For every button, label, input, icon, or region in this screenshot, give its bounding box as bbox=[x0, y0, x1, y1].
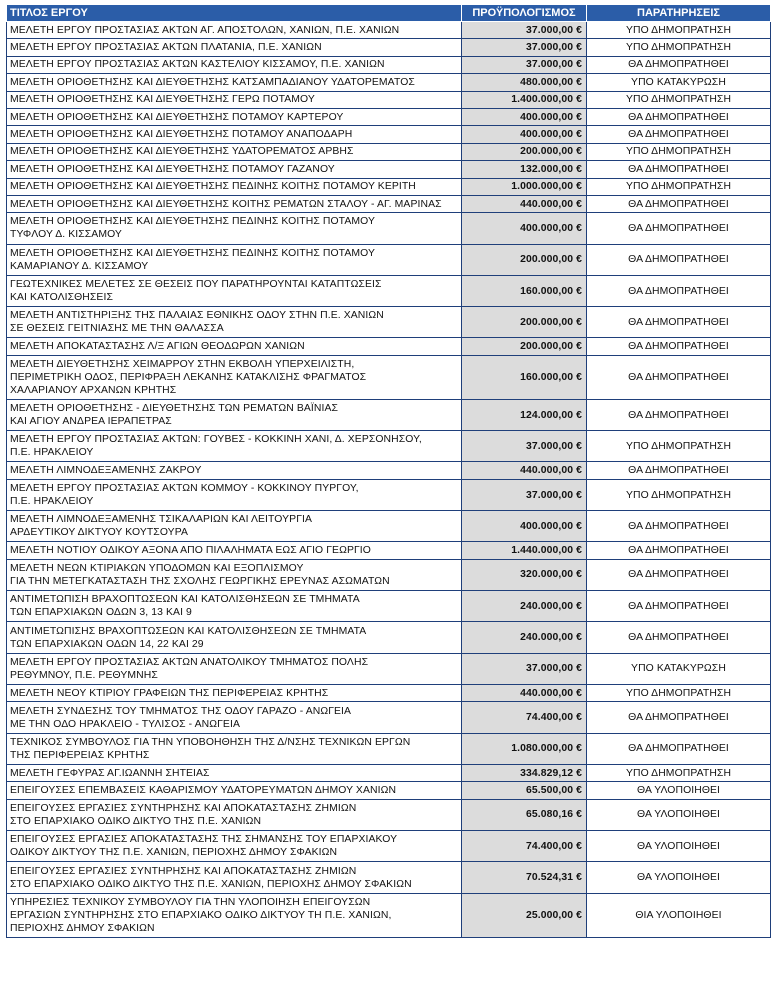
row-title: ΜΕΛΕΤΗ ΝΕΩΝ ΚΤΙΡΙΑΚΩΝ ΥΠΟΔΟΜΩΝ ΚΑΙ ΕΞΟΠΛΙΣΜΟΥ ΓΙΑ ΤΗΝ ΜΕΤΕΓΚΑΤΑΣΤΑΣΗ ΤΗΣ ΣΧΟΛΗΣ ΓΕΩΡΓΙΚΗΣ ΕΡΕΥΝΑΣ ΑΣΩΜΑΤΩΝ bbox=[7, 559, 462, 590]
row-title: ΜΕΛΕΤΗ ΝΟΤΙΟΥ ΟΔΙΚΟΥ ΑΞΟΝΑ ΑΠΟ ΠΙΛΑΛΗΜΑΤΑ ΕΩΣ ΑΓΙΟ ΓΕΩΡΓΙΟ bbox=[7, 542, 462, 559]
row-budget: 240.000,00 € bbox=[462, 622, 587, 653]
row-note: ΘΑ ΔΗΜΟΠΡΑΤΗΘΕΙ bbox=[587, 213, 771, 244]
row-note: ΘΑ ΔΗΜΟΠΡΑΤΗΘΕΙ bbox=[587, 195, 771, 212]
table-row bbox=[7, 22, 771, 39]
row-title: ΜΕΛΕΤΗ ΟΡΙΟΘΕΤΗΣΗΣ ΚΑΙ ΔΙΕΥΘΕΤΗΣΗΣ ΠΟΤΑΜΟΥ ΚΑΡΤΕΡΟΥ bbox=[7, 108, 462, 125]
row-note: ΘΑ ΥΛΟΠΟΙΗΘΕΙ bbox=[587, 799, 771, 830]
projects-table bbox=[6, 4, 771, 938]
table-row bbox=[7, 39, 771, 56]
row-budget: 37.000,00 € bbox=[462, 479, 587, 510]
header-budget: ΠΡΟΫΠΟΛΟΓΙΣΜΟΣ bbox=[462, 5, 587, 22]
row-budget: 440.000,00 € bbox=[462, 462, 587, 479]
row-note: ΘΑ ΔΗΜΟΠΡΑΤΗΘΕΙ bbox=[587, 161, 771, 178]
row-budget: 160.000,00 € bbox=[462, 275, 587, 306]
table-row bbox=[7, 91, 771, 108]
row-budget: 200.000,00 € bbox=[462, 143, 587, 160]
row-budget: 65.080,16 € bbox=[462, 799, 587, 830]
row-title: ΜΕΛΕΤΗ ΟΡΙΟΘΕΤΗΣΗΣ ΚΑΙ ΔΙΕΥΘΕΤΗΣΗΣ ΥΔΑΤΟΡΕΜΑΤΟΣ ΑΡΒΗΣ bbox=[7, 143, 462, 160]
row-note: ΘΑ ΔΗΜΟΠΡΑΤΗΘΕΙ bbox=[587, 399, 771, 430]
table-row bbox=[7, 862, 771, 893]
row-budget: 74.400,00 € bbox=[462, 831, 587, 862]
table-row bbox=[7, 591, 771, 622]
row-note: ΥΠΟ ΔΗΜΟΠΡΑΤΗΣΗ bbox=[587, 479, 771, 510]
table-row bbox=[7, 702, 771, 733]
table-row bbox=[7, 338, 771, 355]
table-row bbox=[7, 399, 771, 430]
row-budget: 1.440.000,00 € bbox=[462, 542, 587, 559]
row-title: ΜΕΛΕΤΗ ΕΡΓΟΥ ΠΡΟΣΤΑΣΙΑΣ ΑΚΤΩΝ ΚΑΣΤΕΛΙΟΥ ΚΙΣΣΑΜΟΥ, Π.Ε. ΧΑΝΙΩΝ bbox=[7, 56, 462, 73]
row-title: ΜΕΛΕΤΗ ΟΡΙΟΘΕΤΗΣΗΣ ΚΑΙ ΔΙΕΥΘΕΤΗΣΗΣ ΚΟΙΤΗΣ ΡΕΜΑΤΩΝ ΣΤΑΛΟΥ - ΑΓ. ΜΑΡΙΝΑΣ bbox=[7, 195, 462, 212]
table-row bbox=[7, 213, 771, 244]
row-note: ΘΑ ΔΗΜΟΠΡΑΤΗΘΕΙ bbox=[587, 591, 771, 622]
row-budget: 200.000,00 € bbox=[462, 338, 587, 355]
table-row bbox=[7, 161, 771, 178]
row-title: ΜΕΛΕΤΗ ΛΙΜΝΟΔΕΞΑΜΕΝΗΣ ΖΑΚΡΟΥ bbox=[7, 462, 462, 479]
table-row bbox=[7, 733, 771, 764]
row-title: ΕΠΕΙΓΟΥΣΕΣ ΕΡΓΑΣΙΕΣ ΣΥΝΤΗΡΗΣΗΣ ΚΑΙ ΑΠΟΚΑΤΑΣΤΑΣΗΣ ΖΗΜΙΩΝ ΣΤΟ ΕΠΑΡΧΙΑΚΟ ΟΔΙΚΟ ΔΙΚΤΥΟ ΤΗΣ Π.Ε. ΧΑΝΙΩΝ bbox=[7, 799, 462, 830]
row-title: ΕΠΕΙΓΟΥΣΕΣ ΕΡΓΑΣΙΕΣ ΑΠΟΚΑΤΑΣΤΑΣΗΣ ΤΗΣ ΣΗΜΑΝΣΗΣ ΤΟΥ ΕΠΑΡΧΙΑΚΟΥ ΟΔΙΚΟΥ ΔΙΚΤΥΟΥ ΤΗΣ Π.Ε. ΧΑΝΙΩΝ, ΠΕΡΙΟΧΗΣ ΔΗΜΟΥ ΣΦΑΚΙΩΝ bbox=[7, 831, 462, 862]
row-title: ΜΕΛΕΤΗ ΟΡΙΟΘΕΤΗΣΗΣ ΚΑΙ ΔΙΕΥΘΕΤΗΣΗΣ ΠΟΤΑΜΟΥ ΓΑΖΑΝΟΥ bbox=[7, 161, 462, 178]
row-title: ΕΠΕΙΓΟΥΣΕΣ ΕΡΓΑΣΙΕΣ ΣΥΝΤΗΡΗΣΗΣ ΚΑΙ ΑΠΟΚΑΤΑΣΤΑΣΗΣ ΖΗΜΙΩΝ ΣΤΟ ΕΠΑΡΧΙΑΚΟ ΟΔΙΚΟ ΔΙΚΤΥΟ ΤΗΣ Π.Ε. ΧΑΝΙΩΝ, ΠΕΡΙΟΧΗΣ ΔΗΜΟΥ ΣΦΑΚΙΩΝ bbox=[7, 862, 462, 893]
table-body bbox=[7, 22, 771, 938]
row-title: ΑΝΤΙΜΕΤΩΠΙΣΗ ΒΡΑΧΟΠΤΩΣΕΩΝ ΚΑΙ ΚΑΤΟΛΙΣΘΗΣΕΩΝ ΣΕ ΤΜΗΜΑΤΑ ΤΩΝ ΕΠΑΡΧΙΑΚΩΝ ΟΔΩΝ 3, 13 ΚΑΙ 9 bbox=[7, 591, 462, 622]
row-title: ΜΕΛΕΤΗ ΣΥΝΔΕΣΗΣ ΤΟΥ ΤΜΗΜΑΤΟΣ ΤΗΣ ΟΔΟΥ ΓΑΡΑΖΟ - ΑΝΩΓΕΙΑ ΜΕ ΤΗΝ ΟΔΟ ΗΡΑΚΛΕΙΟ - ΤΥΛΙΣΟΣ - ΑΝΩΓΕΙΑ bbox=[7, 702, 462, 733]
row-note: ΘΑ ΔΗΜΟΠΡΑΤΗΘΕΙ bbox=[587, 462, 771, 479]
row-title: ΜΕΛΕΤΗ ΕΡΓΟΥ ΠΡΟΣΤΑΣΙΑΣ ΑΚΤΩΝ ΑΓ. ΑΠΟΣΤΟΛΩΝ, ΧΑΝΙΩΝ, Π.Ε. ΧΑΝΙΩΝ bbox=[7, 22, 462, 39]
row-note: ΥΠΟ ΔΗΜΟΠΡΑΤΗΣΗ bbox=[587, 143, 771, 160]
row-title: ΜΕΛΕΤΗ ΟΡΙΟΘΕΤΗΣΗΣ ΚΑΙ ΔΙΕΥΘΕΤΗΣΗΣ ΚΑΤΣΑΜΠΑΔΙΑΝΟΥ ΥΔΑΤΟΡΕΜΑΤΟΣ bbox=[7, 74, 462, 91]
row-title: ΜΕΛΕΤΗ ΛΙΜΝΟΔΕΞΑΜΕΝΗΣ ΤΣΙΚΑΛΑΡΙΩΝ ΚΑΙ ΛΕΙΤΟΥΡΓΙΑ ΑΡΔΕΥΤΙΚΟΥ ΔΙΚΤΥΟΥ ΚΟΥΤΣΟΥΡΑ bbox=[7, 511, 462, 542]
table-row bbox=[7, 74, 771, 91]
row-note: ΘΑ ΔΗΜΟΠΡΑΤΗΘΕΙ bbox=[587, 559, 771, 590]
row-budget: 132.000,00 € bbox=[462, 161, 587, 178]
row-title: ΜΕΛΕΤΗ ΕΡΓΟΥ ΠΡΟΣΤΑΣΙΑΣ ΑΚΤΩΝ: ΓΟΥΒΕΣ - ΚΟΚΚΙΝΗ ΧΑΝΙ, Δ. ΧΕΡΣΟΝΗΣΟΥ, Π.Ε. ΗΡΑΚΛΕΙΟΥ bbox=[7, 431, 462, 462]
row-title: ΜΕΛΕΤΗ ΟΡΙΟΘΕΤΗΣΗΣ ΚΑΙ ΔΙΕΥΘΕΤΗΣΗΣ ΠΕΔΙΝΗΣ ΚΟΙΤΗΣ ΠΟΤΑΜΟΥ ΚΕΡΙΤΗ bbox=[7, 178, 462, 195]
row-title: ΜΕΛΕΤΗ ΑΠΟΚΑΤΑΣΤΑΣΗΣ Λ/Ξ ΑΓΙΩΝ ΘΕΟΔΩΡΩΝ ΧΑΝΙΩΝ bbox=[7, 338, 462, 355]
row-budget: 70.524,31 € bbox=[462, 862, 587, 893]
row-title: ΜΕΛΕΤΗ ΝΕΟΥ ΚΤΙΡΙΟΥ ΓΡΑΦΕΙΩΝ ΤΗΣ ΠΕΡΙΦΕΡΕΙΑΣ ΚΡΗΤΗΣ bbox=[7, 685, 462, 702]
row-budget: 334.829,12 € bbox=[462, 765, 587, 782]
row-note: ΘΑ ΔΗΜΟΠΡΑΤΗΘΕΙ bbox=[587, 542, 771, 559]
table-row bbox=[7, 355, 771, 399]
table-row bbox=[7, 479, 771, 510]
row-budget: 440.000,00 € bbox=[462, 195, 587, 212]
row-note: ΘΙΑ ΥΛΟΠΟΙΗΘΕΙ bbox=[587, 893, 771, 937]
table-row bbox=[7, 108, 771, 125]
row-budget: 1.400.000,00 € bbox=[462, 91, 587, 108]
row-budget: 37.000,00 € bbox=[462, 653, 587, 684]
row-title: ΕΠΕΙΓΟΥΣΕΣ ΕΠΕΜΒΑΣΕΙΣ ΚΑΘΑΡΙΣΜΟΥ ΥΔΑΤΟΡΕΥΜΑΤΩΝ ΔΗΜΟΥ ΧΑΝΙΩΝ bbox=[7, 782, 462, 799]
row-title: ΜΕΛΕΤΗ ΑΝΤΙΣΤΗΡΙΞΗΣ ΤΗΣ ΠΑΛΑΙΑΣ ΕΘΝΙΚΗΣ ΟΔΟΥ ΣΤΗΝ Π.Ε. ΧΑΝΙΩΝ ΣΕ ΘΕΣΕΙΣ ΓΕΙΤΝΙΑΣΗΣ ΜΕ ΤΗΝ ΘΑΛΑΣΣΑ bbox=[7, 307, 462, 338]
row-title: ΜΕΛΕΤΗ ΟΡΙΟΘΕΤΗΣΗΣ ΚΑΙ ΔΙΕΥΘΕΤΗΣΗΣ ΠΟΤΑΜΟΥ ΑΝΑΠΟΔΑΡΗ bbox=[7, 126, 462, 143]
row-budget: 400.000,00 € bbox=[462, 511, 587, 542]
row-budget: 160.000,00 € bbox=[462, 355, 587, 399]
row-note: ΥΠΟ ΔΗΜΟΠΡΑΤΗΣΗ bbox=[587, 685, 771, 702]
row-note: ΥΠΟ ΔΗΜΟΠΡΑΤΗΣΗ bbox=[587, 39, 771, 56]
row-title: ΜΕΛΕΤΗ ΟΡΙΟΘΕΤΗΣΗΣ ΚΑΙ ΔΙΕΥΘΕΤΗΣΗΣ ΠΕΔΙΝΗΣ ΚΟΙΤΗΣ ΠΟΤΑΜΟΥ ΤΥΦΛΟΥ Δ. ΚΙΣΣΑΜΟΥ bbox=[7, 213, 462, 244]
row-note: ΥΠΟ ΔΗΜΟΠΡΑΤΗΣΗ bbox=[587, 22, 771, 39]
table-row bbox=[7, 685, 771, 702]
row-note: ΥΠΟ ΔΗΜΟΠΡΑΤΗΣΗ bbox=[587, 178, 771, 195]
row-note: ΥΠΟ ΔΗΜΟΠΡΑΤΗΣΗ bbox=[587, 91, 771, 108]
row-budget: 74.400,00 € bbox=[462, 702, 587, 733]
row-title: ΜΕΛΕΤΗ ΕΡΓΟΥ ΠΡΟΣΤΑΣΙΑΣ ΑΚΤΩΝ ΠΛΑΤΑΝΙΑ, Π.Ε. ΧΑΝΙΩΝ bbox=[7, 39, 462, 56]
row-budget: 320.000,00 € bbox=[462, 559, 587, 590]
table-row bbox=[7, 653, 771, 684]
row-note: ΘΑ ΔΗΜΟΠΡΑΤΗΘΕΙ bbox=[587, 307, 771, 338]
table-row bbox=[7, 511, 771, 542]
row-budget: 200.000,00 € bbox=[462, 244, 587, 275]
row-title: ΓΕΩΤΕΧΝΙΚΕΣ ΜΕΛΕΤΕΣ ΣΕ ΘΕΣΕΙΣ ΠΟΥ ΠΑΡΑΤΗΡΟΥΝΤΑΙ ΚΑΤΑΠΤΩΣΕΙΣ ΚΑΙ ΚΑΤΟΛΙΣΘΗΣΕΙΣ bbox=[7, 275, 462, 306]
table-row bbox=[7, 559, 771, 590]
row-note: ΥΠΟ ΚΑΤΑΚΥΡΩΣΗ bbox=[587, 74, 771, 91]
table-row bbox=[7, 831, 771, 862]
table-row bbox=[7, 143, 771, 160]
row-note: ΘΑ ΔΗΜΟΠΡΑΤΗΘΕΙ bbox=[587, 355, 771, 399]
header-title: ΤΙΤΛΟΣ ΕΡΓΟΥ bbox=[7, 5, 462, 22]
table-row bbox=[7, 799, 771, 830]
table-row bbox=[7, 765, 771, 782]
row-title: ΜΕΛΕΤΗ ΕΡΓΟΥ ΠΡΟΣΤΑΣΙΑΣ ΑΚΤΩΝ ΚΟΜΜΟΥ - ΚΟΚΚΙΝΟΥ ΠΥΡΓΟΥ, Π.Ε. ΗΡΑΚΛΕΙΟΥ bbox=[7, 479, 462, 510]
table-row bbox=[7, 244, 771, 275]
row-title: ΑΝΤΙΜΕΤΩΠΙΣΗΣ ΒΡΑΧΟΠΤΩΣΕΩΝ ΚΑΙ ΚΑΤΟΛΙΣΘΗΣΕΩΝ ΣΕ ΤΜΗΜΑΤΑ ΤΩΝ ΕΠΑΡΧΙΑΚΩΝ ΟΔΩΝ 14, 22 ΚΑΙ 29 bbox=[7, 622, 462, 653]
table-row bbox=[7, 893, 771, 937]
row-title: ΜΕΛΕΤΗ ΓΕΦΥΡΑΣ ΑΓ.ΙΩΑΝΝΗ ΣΗΤΕΙΑΣ bbox=[7, 765, 462, 782]
table-row bbox=[7, 542, 771, 559]
table-row bbox=[7, 462, 771, 479]
row-note: ΘΑ ΔΗΜΟΠΡΑΤΗΘΕΙ bbox=[587, 702, 771, 733]
row-budget: 124.000,00 € bbox=[462, 399, 587, 430]
row-note: ΘΑ ΔΗΜΟΠΡΑΤΗΘΕΙ bbox=[587, 275, 771, 306]
row-budget: 37.000,00 € bbox=[462, 39, 587, 56]
row-title: ΥΠΗΡΕΣΙΕΣ ΤΕΧΝΙΚΟΥ ΣΥΜΒΟΥΛΟΥ ΓΙΑ ΤΗΝ ΥΛΟΠΟΙΗΣΗ ΕΠΕΙΓΟΥΣΩΝ ΕΡΓΑΣΙΩΝ ΣΥΝΤΗΡΗΣΗΣ ΣΤΟ ΕΠΑΡΧΙΑΚΟ ΟΔΙΚΟ ΔΙΚΤΥΟΥ ΤΗ Π.Ε. ΧΑΝΙΩΝ, ΠΕΡΙΟΧΗΣ ΔΗΜΟΥ ΣΦΑΚΙΩΝ bbox=[7, 893, 462, 937]
table-row bbox=[7, 275, 771, 306]
table-row bbox=[7, 56, 771, 73]
projects-table-container bbox=[6, 4, 770, 938]
table-row bbox=[7, 307, 771, 338]
table-row bbox=[7, 431, 771, 462]
row-budget: 240.000,00 € bbox=[462, 591, 587, 622]
row-budget: 37.000,00 € bbox=[462, 56, 587, 73]
row-budget: 1.080.000,00 € bbox=[462, 733, 587, 764]
table-row bbox=[7, 178, 771, 195]
row-budget: 480.000,00 € bbox=[462, 74, 587, 91]
row-budget: 1.000.000,00 € bbox=[462, 178, 587, 195]
row-budget: 400.000,00 € bbox=[462, 126, 587, 143]
table-row bbox=[7, 622, 771, 653]
row-budget: 37.000,00 € bbox=[462, 22, 587, 39]
table-header-row bbox=[7, 5, 771, 22]
row-budget: 200.000,00 € bbox=[462, 307, 587, 338]
row-note: ΘΑ ΔΗΜΟΠΡΑΤΗΘΕΙ bbox=[587, 511, 771, 542]
row-title: ΜΕΛΕΤΗ ΟΡΙΟΘΕΤΗΣΗΣ ΚΑΙ ΔΙΕΥΘΕΤΗΣΗΣ ΓΕΡΩ ΠΟΤΑΜΟΥ bbox=[7, 91, 462, 108]
row-budget: 25.000,00 € bbox=[462, 893, 587, 937]
table-row bbox=[7, 195, 771, 212]
row-note: ΘΑ ΔΗΜΟΠΡΑΤΗΘΕΙ bbox=[587, 126, 771, 143]
row-note: ΘΑ ΔΗΜΟΠΡΑΤΗΘΕΙ bbox=[587, 108, 771, 125]
row-note: ΥΠΟ ΔΗΜΟΠΡΑΤΗΣΗ bbox=[587, 765, 771, 782]
row-note: ΘΑ ΔΗΜΟΠΡΑΤΗΘΕΙ bbox=[587, 733, 771, 764]
row-note: ΘΑ ΔΗΜΟΠΡΑΤΗΘΕΙ bbox=[587, 338, 771, 355]
table-row bbox=[7, 782, 771, 799]
row-title: ΜΕΛΕΤΗ ΕΡΓΟΥ ΠΡΟΣΤΑΣΙΑΣ ΑΚΤΩΝ ΑΝΑΤΟΛΙΚΟΥ ΤΜΗΜΑΤΟΣ ΠΟΛΗΣ ΡΕΘΥΜΝΟΥ, Π.Ε. ΡΕΘΥΜΝΗΣ bbox=[7, 653, 462, 684]
row-note: ΘΑ ΥΛΟΠΟΙΗΘΕΙ bbox=[587, 831, 771, 862]
row-note: ΘΑ ΔΗΜΟΠΡΑΤΗΘΕΙ bbox=[587, 244, 771, 275]
row-budget: 400.000,00 € bbox=[462, 108, 587, 125]
row-budget: 400.000,00 € bbox=[462, 213, 587, 244]
row-title: ΜΕΛΕΤΗ ΟΡΙΟΘΕΤΗΣΗΣ - ΔΙΕΥΘΕΤΗΣΗΣ ΤΩΝ ΡΕΜΑΤΩΝ ΒΑΪΝΙΑΣ ΚΑΙ ΑΓΙΟΥ ΑΝΔΡΕΑ ΙΕΡΑΠΕΤΡΑΣ bbox=[7, 399, 462, 430]
row-title: ΜΕΛΕΤΗ ΔΙΕΥΘΕΤΗΣΗΣ ΧΕΙΜΑΡΡΟΥ ΣΤΗΝ ΕΚΒΟΛΗ ΥΠΕΡΧΕΙΛΙΣΤΗ, ΠΕΡΙΜΕΤΡΙΚΗ ΟΔΟΣ, ΠΕΡΙΦΡΑΞΗ ΛΕΚΑΝΗΣ ΚΑΤΑΚΛΙΣΗΣ ΦΡΑΓΜΑΤΟΣ ΧΑΛΑΡΙΑΝΟΥ ΑΡΧΑΝΩΝ ΚΡΗΤΗΣ bbox=[7, 355, 462, 399]
row-note: ΥΠΟ ΚΑΤΑΚΥΡΩΣΗ bbox=[587, 653, 771, 684]
row-note: ΘΑ ΔΗΜΟΠΡΑΤΗΘΕΙ bbox=[587, 56, 771, 73]
row-budget: 65.500,00 € bbox=[462, 782, 587, 799]
row-title: ΤΕΧΝΙΚΟΣ ΣΥΜΒΟΥΛΟΣ ΓΙΑ ΤΗΝ ΥΠΟΒΟΗΘΗΣΗ ΤΗΣ Δ/ΝΣΗΣ ΤΕΧΝΙΚΩΝ ΕΡΓΩΝ ΤΗΣ ΠΕΡΙΦΕΡΕΙΑΣ ΚΡΗΤΗΣ bbox=[7, 733, 462, 764]
header-notes: ΠΑΡΑΤΗΡΗΣΕΙΣ bbox=[587, 5, 771, 22]
row-title: ΜΕΛΕΤΗ ΟΡΙΟΘΕΤΗΣΗΣ ΚΑΙ ΔΙΕΥΘΕΤΗΣΗΣ ΠΕΔΙΝΗΣ ΚΟΙΤΗΣ ΠΟΤΑΜΟΥ ΚΑΜΑΡΙΑΝΟΥ Δ. ΚΙΣΣΑΜΟΥ bbox=[7, 244, 462, 275]
table-row bbox=[7, 126, 771, 143]
row-budget: 37.000,00 € bbox=[462, 431, 587, 462]
row-note: ΥΠΟ ΔΗΜΟΠΡΑΤΗΣΗ bbox=[587, 431, 771, 462]
row-note: ΘΑ ΥΛΟΠΟΙΗΘΕΙ bbox=[587, 862, 771, 893]
row-note: ΘΑ ΔΗΜΟΠΡΑΤΗΘΕΙ bbox=[587, 622, 771, 653]
row-budget: 440.000,00 € bbox=[462, 685, 587, 702]
row-note: ΘΑ ΥΛΟΠΟΙΗΘΕΙ bbox=[587, 782, 771, 799]
